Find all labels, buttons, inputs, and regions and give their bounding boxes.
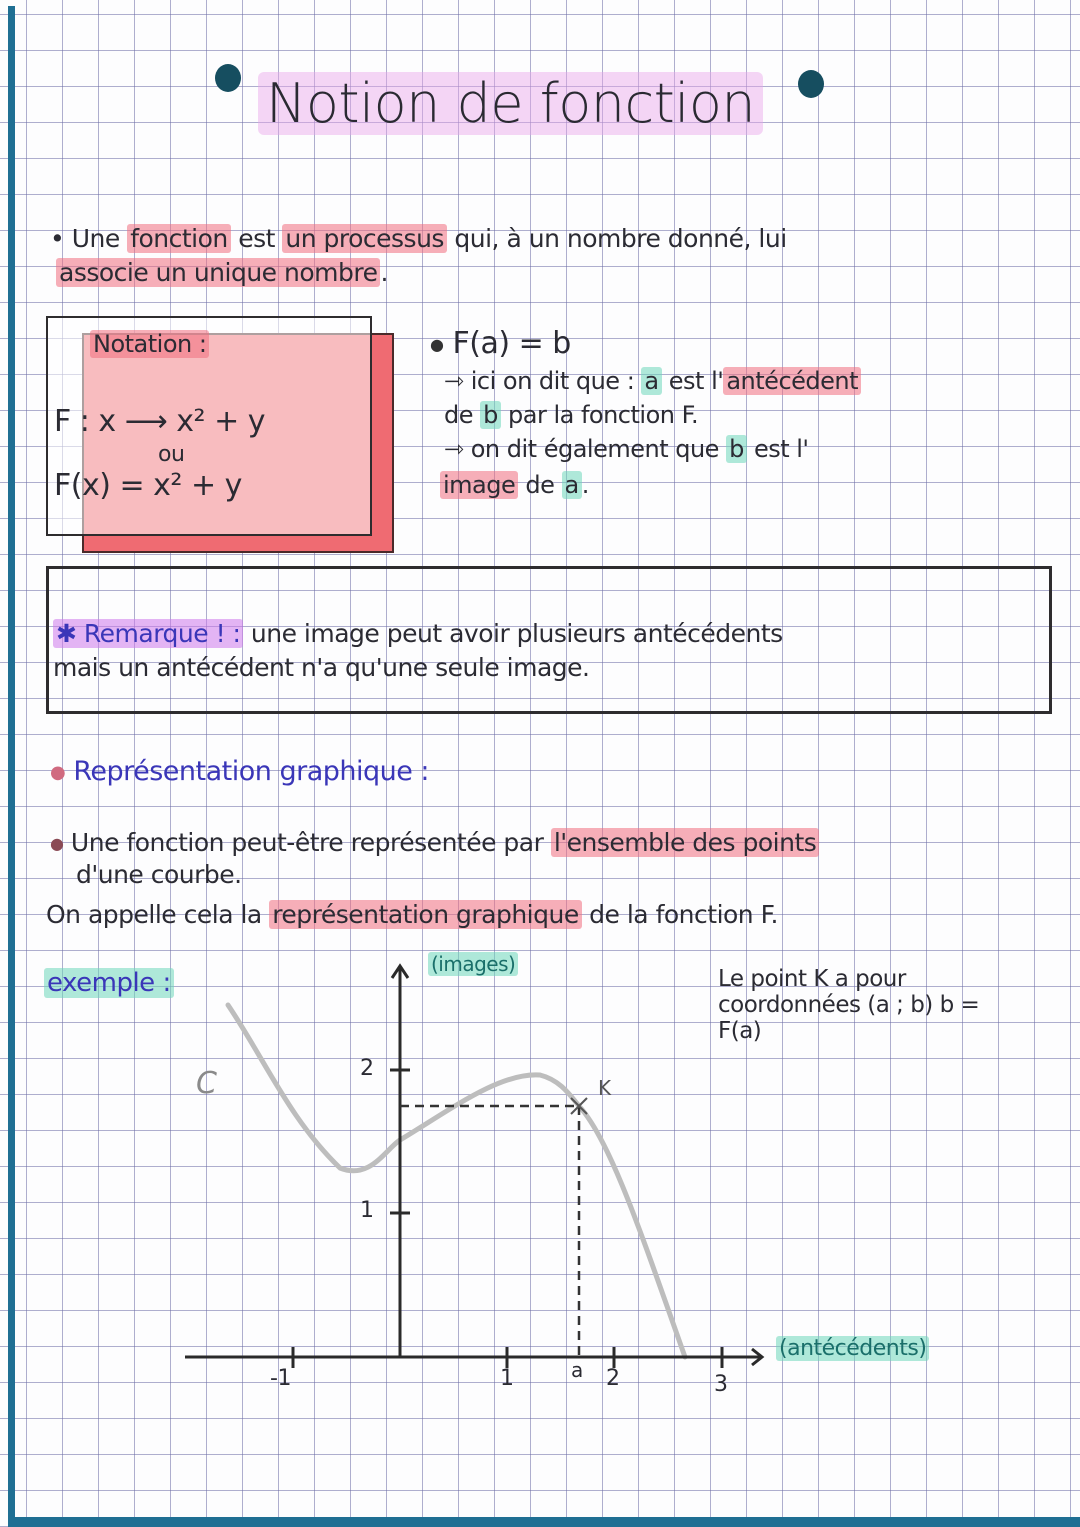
term-representation-graphique: représentation graphique xyxy=(269,900,582,929)
note-line-3: F(a) xyxy=(718,1018,762,1044)
term-unique-nombre: associe un unique nombre xyxy=(56,258,380,287)
point-k-label: K xyxy=(598,1076,611,1100)
example-label-text: exemple : xyxy=(44,968,174,998)
note-line-2: coordonnées (a ; b) b = xyxy=(718,992,980,1018)
term-processus: un processus xyxy=(282,224,447,253)
notation-line-1: F : x ⟶ x² + y xyxy=(54,404,266,439)
graph-def-line-2: d'une courbe. xyxy=(76,860,242,889)
x-tick-label-2: 2 xyxy=(606,1366,620,1391)
y-axis-label xyxy=(428,952,518,976)
section-heading-text: Représentation graphique : xyxy=(73,756,430,787)
text: de la fonction F. xyxy=(581,900,778,929)
term-antecedent: antécédent xyxy=(723,367,861,395)
var-a: a xyxy=(562,471,582,499)
text: . xyxy=(581,471,589,499)
y-tick-label-2: 2 xyxy=(360,1056,374,1081)
x-tick-label-minus-1: -1 xyxy=(270,1366,291,1391)
var-a: a xyxy=(641,367,661,395)
x-axis-label-text: (antécédents) xyxy=(776,1336,929,1361)
x-axis-label xyxy=(776,1336,929,1361)
text: de xyxy=(518,471,562,499)
text: ⇾ on dit également que xyxy=(444,435,727,463)
bullet: ● xyxy=(50,834,64,853)
text: est l' xyxy=(661,367,724,395)
var-b: b xyxy=(726,435,747,463)
term-fonction: fonction xyxy=(127,224,231,253)
curve-label: C xyxy=(196,1066,217,1101)
y-axis-label-text: (images) xyxy=(428,952,518,976)
formula-text: F(a) = b xyxy=(452,326,571,361)
page-title-text: Notion de fonction xyxy=(258,72,763,135)
text: qui, à un nombre donné, lui xyxy=(446,224,787,253)
var-b: b xyxy=(480,401,501,429)
function-curve xyxy=(228,1005,685,1357)
text: par la fonction F. xyxy=(500,401,699,429)
x-tick-label-1: 1 xyxy=(500,1366,514,1391)
x-tick-label-a: a xyxy=(571,1358,583,1382)
remark-line-2: mais un antécédent n'a qu'une seule image. xyxy=(53,653,590,682)
text: une image peut avoir plusieurs antécédents xyxy=(243,619,783,648)
bullet: • xyxy=(50,224,65,253)
y-tick-label-1: 1 xyxy=(360,1198,374,1223)
note-line-1: Le point K a pour xyxy=(718,966,906,992)
term-image: image xyxy=(440,471,518,499)
text: Une fonction peut-être représentée par xyxy=(70,828,551,857)
text: . xyxy=(380,258,388,287)
text: est l' xyxy=(746,435,809,463)
term-ensemble-points: l'ensemble des points xyxy=(551,828,819,857)
text: ⇾ ici on dit que : xyxy=(444,367,642,395)
notation-or: ou xyxy=(158,442,185,467)
text: Une xyxy=(71,224,128,253)
x-tick-label-3: 3 xyxy=(714,1372,728,1397)
bullet: ● xyxy=(430,335,444,354)
text: On appelle cela la xyxy=(46,900,270,929)
text: de xyxy=(444,401,481,429)
notation-label-text: Notation : xyxy=(90,330,209,358)
text: est xyxy=(230,224,283,253)
remark-label: ✱ Remarque ! : xyxy=(53,619,243,648)
notation-line-2: F(x) = x² + y xyxy=(54,468,242,503)
bullet: ● xyxy=(50,762,66,783)
